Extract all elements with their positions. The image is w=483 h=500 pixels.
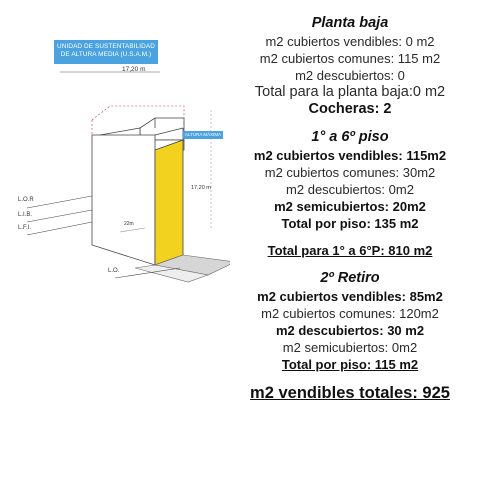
pisos-title: 1° a 6º piso: [311, 129, 389, 145]
r2-total-por-piso: Total por piso: 115 m2: [281, 357, 419, 372]
planta-baja-title: Planta baja: [311, 15, 389, 31]
r2-cubiertos-comunes: m2 cubiertos comunes: 120m2: [261, 306, 439, 321]
building-diagram: [0, 0, 230, 300]
pb-total: Total para la planta baja:0 m2: [254, 84, 446, 100]
label-lib: L.I.B.: [18, 212, 33, 218]
label-lfi: L.F.I.: [18, 225, 32, 231]
p1-cubiertos-vendibles: m2 cubiertos vendibles: 115m2: [253, 148, 447, 163]
distance-label: 22m: [124, 221, 134, 227]
pisos-total: Total para 1° a 6°P: 810 m2: [267, 243, 433, 258]
label-lor: L.O.R: [18, 197, 34, 203]
r2-cubiertos-vendibles: m2 cubiertos vendibles: 85m2: [257, 289, 443, 304]
r2-semicubiertos: m2 semicubiertos: 0m2: [282, 340, 418, 355]
pb-cubiertos-vendibles: m2 cubiertos vendibles: 0 m2: [265, 34, 435, 49]
area-summary: [230, 14, 470, 403]
p1-cubiertos-comunes: m2 cubiertos comunes: 30m2: [264, 165, 436, 180]
pb-descubiertos: m2 descubiertos: 0: [295, 68, 405, 83]
height-top-label: 17,20 m: [122, 66, 146, 73]
grand-total: m2 vendibles totales: 925: [250, 384, 450, 402]
yellow-facade: [155, 140, 183, 265]
p1-descubiertos: m2 descubiertos: 0m2: [286, 182, 414, 197]
r2-descubiertos: m2 descubiertos: 30 m2: [275, 323, 425, 338]
p1-semicubiertos: m2 semicubiertos: 20m2: [274, 199, 426, 214]
main-volume: [92, 128, 183, 265]
p1-total-por-piso: Total por piso: 135 m2: [281, 216, 419, 231]
altura-maxima-tag: ALTURA MÁXIMA: [184, 132, 222, 137]
pb-cocheras: Cocheras: 2: [308, 101, 392, 117]
pb-cubiertos-comunes: m2 cubiertos comunes: 115 m2: [259, 51, 441, 66]
retiro-title: 2º Retiro: [320, 270, 380, 286]
label-lo: L.O.: [108, 268, 120, 274]
usam-label: UNIDAD DE SUSTENTABILIDAD DE ALTURA MEDIA (U.S.A.M.): [54, 40, 158, 64]
height-side-label: 17,20 m: [191, 185, 211, 191]
